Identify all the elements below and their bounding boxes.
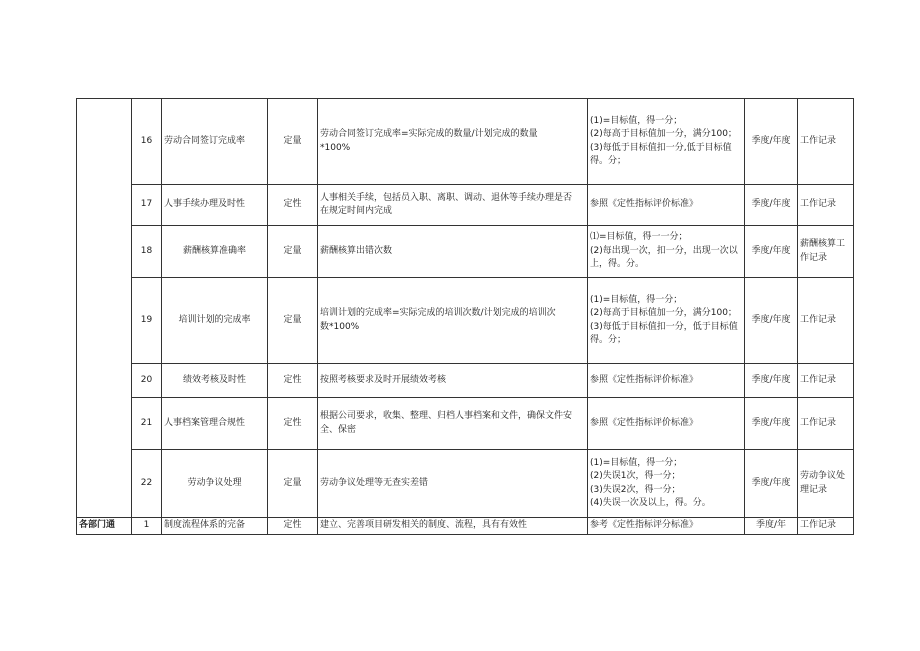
indicator-name-cell: 劳动合同签订完成率 — [162, 99, 268, 185]
definition-cell — [318, 185, 588, 226]
definition-line: *100% — [320, 142, 351, 153]
scoring-line: (3)每低于目标值扣一分,低于目标值 — [590, 142, 732, 153]
source-cell — [798, 398, 854, 450]
indicator-type-cell: 定性 — [268, 185, 318, 226]
index-cell: 22 — [132, 450, 162, 518]
indicator-type-cell: 定量 — [268, 226, 318, 278]
definition-line: 培训计划的完成率=实际完成的培训次数/计划完成的培训次 — [320, 308, 556, 318]
definition-cell — [318, 364, 588, 398]
definition-cell — [318, 226, 588, 278]
indicator-name-cell: 人事档案管理合规性 — [162, 398, 268, 450]
definition-cell — [318, 450, 588, 518]
indicator-name-cell: 培训计划的完成率 — [162, 278, 268, 364]
definition-line: 根据公司要求，收集、整理、归档人事档案和文件，确保文件安 — [320, 411, 573, 421]
department-cell: 各部门通 — [77, 518, 132, 535]
indicator-type-cell: 定性 — [268, 364, 318, 398]
source-line: 薪酬核算工 — [800, 239, 846, 249]
definition-line: 劳动合同签订完成率=实际完成的数量/计划完成的数量 — [320, 129, 538, 139]
indicator-name-cell: 劳动争议处理 — [162, 450, 268, 518]
scoring-line: (1)=目标值，得一分； — [590, 294, 683, 305]
indicator-type-cell: 定量 — [268, 450, 318, 518]
indicator-type-cell: 定量 — [268, 278, 318, 364]
scoring-cell — [588, 226, 745, 278]
index-cell: 20 — [132, 364, 162, 398]
period-cell: 季度/年 — [745, 518, 798, 535]
source-line: 工作记录 — [800, 199, 837, 210]
period-cell: 季度/年度 — [745, 99, 798, 185]
source-line: 工作记录 — [800, 135, 837, 146]
source-cell — [798, 450, 854, 518]
source-line: 理记录 — [800, 484, 828, 495]
scoring-line: (2)每出现一次，扣一分，出现一次以 — [590, 245, 738, 256]
indicator-name-cell: 绩效考核及时性 — [162, 364, 268, 398]
scoring-cell — [588, 278, 745, 364]
definition-line: 劳动争议处理等无查实差错 — [320, 477, 429, 488]
definition-line: 人事相关手续，包括员入职、离职、调动、退休等手续办理是否 — [320, 192, 573, 203]
definition-cell — [318, 278, 588, 364]
scoring-line: (2)失误1次，得一分； — [590, 471, 681, 481]
scoring-line: (1)=目标值，得一分； — [590, 457, 683, 468]
scoring-line: 参照《定性指标评价标准》 — [590, 417, 699, 428]
table-row — [77, 398, 854, 450]
scoring-line: (2)每高于目标值加一分，满分100； — [590, 308, 737, 318]
source-cell — [798, 278, 854, 364]
scoring-line: 上，得。分。 — [590, 259, 645, 270]
scoring-cell — [588, 398, 745, 450]
scoring-line: 参照《定性指标评价标准》 — [590, 199, 699, 210]
source-cell — [798, 185, 854, 226]
scoring-cell: 参考《定性指标评分标准》 — [588, 518, 745, 535]
indicator-type-cell: 定量 — [268, 99, 318, 185]
table-row — [77, 226, 854, 278]
source-cell — [798, 364, 854, 398]
source-line: 劳动争议处 — [800, 471, 846, 481]
scoring-line: 参照《定性指标评价标准》 — [590, 374, 699, 385]
definition-line: 全、保密 — [320, 424, 357, 435]
period-cell: 季度/年度 — [745, 278, 798, 364]
index-cell: 1 — [132, 518, 162, 535]
scoring-line: 得。分； — [590, 335, 627, 345]
indicator-name-cell: 制度流程体系的完备 — [162, 518, 268, 535]
source-cell: 工作记录 — [798, 518, 854, 535]
scoring-line: (3)每低于目标值扣一分，低于目标值 — [590, 321, 738, 332]
period-cell: 季度/年度 — [745, 226, 798, 278]
scoring-cell — [588, 99, 745, 185]
scoring-line: ⑴=目标值，得一一分； — [590, 232, 688, 243]
definition-line: 数*100% — [320, 321, 360, 332]
indicator-name-cell: 人事手续办理及时性 — [162, 185, 268, 226]
kpi-table-body — [77, 99, 854, 535]
definition-line: 在规定时间内完成 — [320, 206, 393, 216]
source-cell — [798, 226, 854, 278]
kpi-table — [76, 98, 854, 535]
period-cell: 季度/年度 — [745, 398, 798, 450]
table-row — [77, 518, 854, 535]
index-cell: 19 — [132, 278, 162, 364]
index-cell: 18 — [132, 226, 162, 278]
table-row — [77, 99, 854, 185]
source-line: 作记录 — [800, 252, 828, 263]
department-cell — [77, 99, 132, 518]
definition-cell — [318, 398, 588, 450]
index-cell: 17 — [132, 185, 162, 226]
indicator-type-cell: 定性 — [268, 518, 318, 535]
indicator-type-cell: 定性 — [268, 398, 318, 450]
scoring-line: (3)失误2次，得一分； — [590, 484, 681, 495]
scoring-line: (4)失误一次及以上，得。分。 — [590, 498, 711, 508]
table-row — [77, 185, 854, 226]
source-line: 工作记录 — [800, 314, 837, 325]
index-cell: 16 — [132, 99, 162, 185]
definition-cell: 建立、完善项目研发相关的制度、流程，具有有效性 — [318, 518, 588, 535]
scoring-line: (2)每高于目标值加一分，满分100； — [590, 129, 737, 139]
scoring-cell — [588, 185, 745, 226]
scoring-line: 得。分； — [590, 156, 627, 166]
index-cell: 21 — [132, 398, 162, 450]
table-row — [77, 278, 854, 364]
period-cell: 季度/年度 — [745, 185, 798, 226]
table-row — [77, 450, 854, 518]
scoring-cell — [588, 364, 745, 398]
definition-line: 薪酬核算出错次数 — [320, 245, 393, 256]
source-line: 工作记录 — [800, 417, 837, 428]
scoring-line: (1)=目标值，得一分； — [590, 115, 683, 126]
source-line: 工作记录 — [800, 374, 837, 385]
indicator-name-cell: 薪酬核算准确率 — [162, 226, 268, 278]
period-cell: 季度/年度 — [745, 364, 798, 398]
source-cell — [798, 99, 854, 185]
table-row — [77, 364, 854, 398]
scoring-cell — [588, 450, 745, 518]
definition-cell — [318, 99, 588, 185]
definition-line: 按照考核要求及时开展绩效考核 — [320, 374, 447, 385]
period-cell: 季度/年度 — [745, 450, 798, 518]
